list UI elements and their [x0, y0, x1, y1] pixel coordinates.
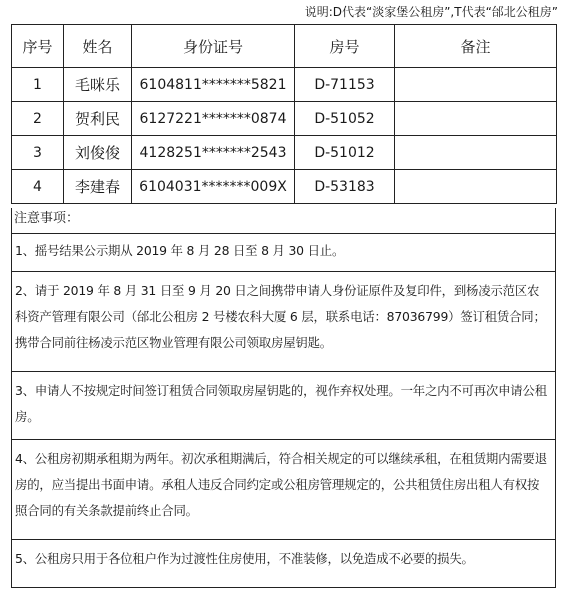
- remarks-cell: [395, 102, 557, 136]
- header-room: 房号: [295, 25, 395, 68]
- note-item-2: 2、请于 2019 年 8 月 31 日至 9 月 20 日之间携带申请人身份证原件及复印件，到杨凌示范区农科资产管理有限公司（邰北公租房 2 号楼农科大厦 6 层，联系电话：87036799）签订租赁合同；携带合同前往杨凌示范区物业管理有限公司领取房屋钥匙。: [12, 272, 555, 372]
- remarks-cell: [395, 136, 557, 170]
- allocation-table: [11, 24, 557, 204]
- note-item-3: 3、申请人不按规定时间签订租赁合同领取房屋钥匙的，视作弃权处理。一年之内不可再次申请公租房。: [12, 372, 555, 440]
- header-name: 姓名: [64, 25, 132, 68]
- room-cell: D-51052: [295, 102, 395, 136]
- table-row: [12, 170, 557, 204]
- name-cell: 李建春: [64, 170, 132, 204]
- room-cell: D-71153: [295, 68, 395, 102]
- table-header-row: [12, 25, 557, 68]
- remarks-cell: [395, 170, 557, 204]
- note-item-5: 5、公租房只用于各位租户作为过渡性住房使用，不准装修，以免造成不必要的损失。: [12, 540, 555, 588]
- serial-cell: 4: [12, 170, 64, 204]
- room-cell: D-53183: [295, 170, 395, 204]
- table-row: [12, 102, 557, 136]
- id-number-cell: 6127221*******0874: [132, 102, 295, 136]
- legend-note: 说明:D代表“淡家堡公租房”,T代表“邰北公租房”: [304, 5, 558, 19]
- name-cell: 刘俊俊: [64, 136, 132, 170]
- note-item-1: 1、摇号结果公示期从 2019 年 8 月 28 日至 8 月 30 日止。: [12, 234, 555, 272]
- serial-cell: 1: [12, 68, 64, 102]
- table-row: [12, 68, 557, 102]
- serial-cell: 3: [12, 136, 64, 170]
- serial-cell: 2: [12, 102, 64, 136]
- header-id-number: 身份证号: [132, 25, 295, 68]
- name-cell: 毛咪乐: [64, 68, 132, 102]
- remarks-cell: [395, 68, 557, 102]
- note-item-4: 4、公租房初期承租期为两年。初次承租期满后，符合相关规定的可以继续承租，在租赁期内需要退房的，应当提出书面申请。承租人违反合同约定或公租房管理规定的，公共租赁住房出租人有权按照合同的有关条款提前终止合同。: [12, 440, 555, 540]
- table-row: [12, 136, 557, 170]
- id-number-cell: 4128251*******2543: [132, 136, 295, 170]
- id-number-cell: 6104031*******009X: [132, 170, 295, 204]
- id-number-cell: 6104811*******5821: [132, 68, 295, 102]
- room-cell: D-51012: [295, 136, 395, 170]
- header-remarks: 备注: [395, 25, 557, 68]
- name-cell: 贺利民: [64, 102, 132, 136]
- notes-title: 注意事项：: [12, 208, 555, 234]
- header-serial: 序号: [12, 25, 64, 68]
- notes-section: [11, 208, 556, 588]
